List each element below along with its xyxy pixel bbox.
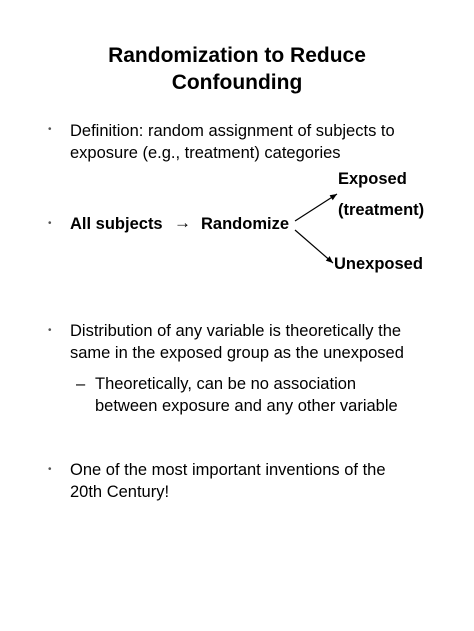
all-subjects-label: All subjects — [70, 215, 163, 233]
title-line-2: Confounding — [171, 71, 303, 94]
definition-line-1: Definition: random assignment of subjects to — [70, 122, 395, 140]
theoretically-line-1: Theoretically, can be no association — [95, 375, 357, 393]
randomize-label: Randomize — [201, 215, 290, 233]
exposed-label: Exposed — [338, 170, 407, 188]
inventions-line-1: One of the most important inventions of the — [70, 461, 386, 479]
distribution-line-1: Distribution of any variable is theoretically the — [70, 322, 402, 340]
arrow-to-exposed — [295, 194, 337, 221]
arrow-to-unexposed — [295, 230, 333, 263]
distribution-line-2: same in the exposed group as the unexposed — [70, 344, 404, 362]
bullet-marker: • — [48, 325, 52, 336]
definition-line-2: exposure (e.g., treatment) categories — [70, 144, 341, 162]
bullet-marker: • — [48, 124, 52, 135]
title-line-1: Randomization to Reduce — [108, 44, 366, 67]
sub-bullet-dash: – — [76, 375, 86, 393]
bullet-marker: • — [48, 218, 52, 229]
treatment-label: (treatment) — [338, 201, 425, 219]
arrow-right-icon: → — [174, 213, 191, 232]
inventions-line-2: 20th Century! — [70, 483, 170, 501]
bullet-marker: • — [48, 464, 52, 475]
theoretically-line-2: between exposure and any other variable — [95, 397, 398, 415]
unexposed-label: Unexposed — [334, 255, 423, 273]
